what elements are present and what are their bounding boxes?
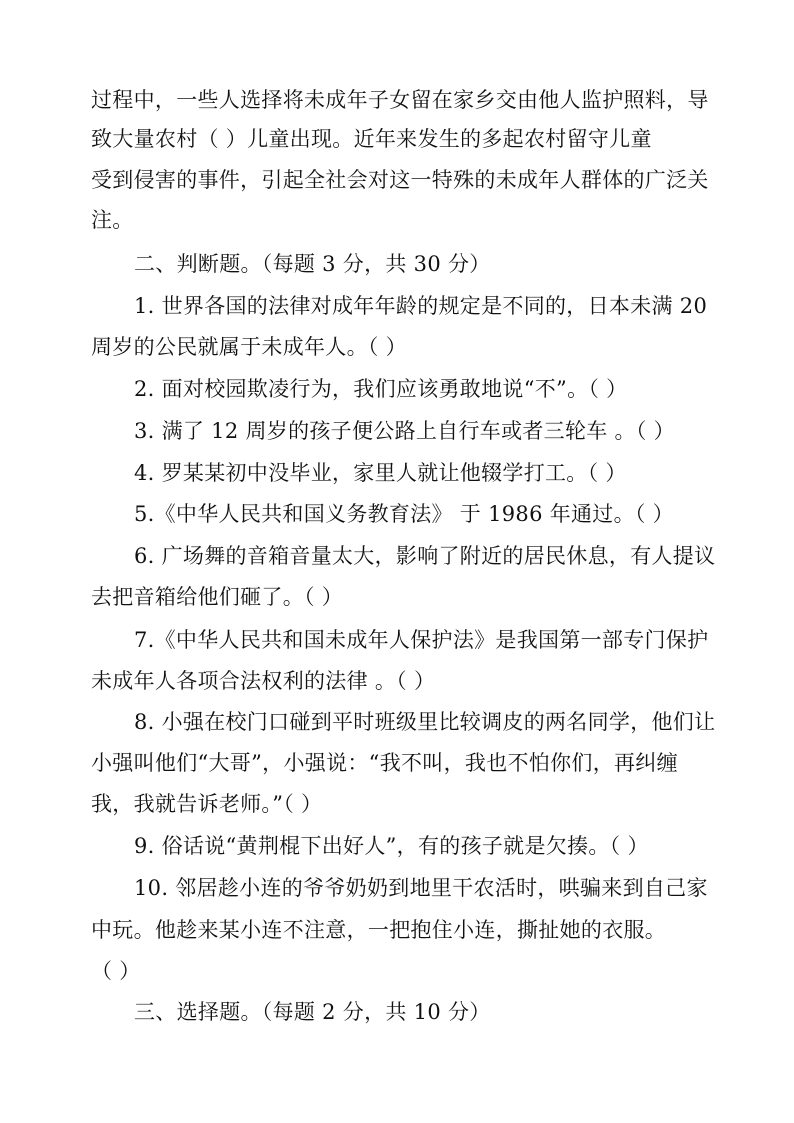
question-9: 9. 俗话说“黄荆棍下出好人”，有的孩子就是欠揍。（ ） — [134, 834, 649, 858]
question-5: 5.《中华人民共和国义务教育法》 于 1986 年通过。（ ） — [134, 502, 674, 526]
intro-line-3: 受到侵害的事件，引起全社会对这一特殊的未成年人群体的广泛关 — [91, 168, 709, 192]
intro-line-2: 致大量农村（ ）儿童出现。近年来发生的多起农村留守儿童 — [91, 127, 652, 151]
question-10-line-3: （ ） — [91, 959, 141, 983]
question-8-line-2: 小强叫他们“大哥”，小强说：“我不叫，我也不怕你们，再纠缠 — [91, 751, 678, 775]
question-1-line-1: 1. 世界各国的法律对成年年龄的规定是不同的，日本未满 20 — [134, 294, 708, 318]
question-6-line-2: 去把音箱给他们砸了。（ ） — [91, 585, 344, 609]
question-3: 3. 满了 12 周岁的孩子便公路上自行车或者三轮车 。（ ） — [134, 419, 675, 443]
question-8-line-3: 我，我就告诉老师。”（ ） — [91, 792, 323, 816]
question-1-line-2: 周岁的公民就属于未成年人。（ ） — [91, 335, 407, 359]
question-7-line-1: 7.《中华人民共和国未成年人保护法》是我国第一部专门保护 — [134, 628, 709, 652]
question-4: 4. 罗某某初中没毕业，家里人就让他辍学打工。（ ） — [134, 461, 627, 485]
intro-line-4: 注。 — [91, 208, 134, 232]
question-6-line-1: 6. 广场舞的音箱音量太大，影响了附近的居民休息，有人提议 — [134, 544, 716, 568]
question-7-line-2: 未成年人各项合法权利的法律 。（ ） — [91, 669, 436, 693]
question-8-line-1: 8. 小强在校门口碰到平时班级里比较调皮的两名同学，他们让 — [134, 710, 716, 734]
question-2: 2. 面对校园欺凌行为，我们应该勇敢地说“不”。（ ） — [134, 377, 628, 401]
section-3-heading: 三、选择题。（每题 2 分，共 10 分） — [134, 1000, 491, 1024]
question-10-line-2: 中玩。他趁来某小连不注意，一把抱住小连，撕扯她的衣服。 — [91, 918, 667, 942]
intro-line-1: 过程中，一些人选择将未成年子女留在家乡交由他人监护照料，导 — [91, 88, 709, 112]
section-2-heading: 二、判断题。（每题 3 分，共 30 分） — [134, 252, 491, 276]
question-10-line-1: 10. 邻居趁小连的爷爷奶奶到地里干农活时，哄骗来到自己家 — [134, 876, 708, 900]
